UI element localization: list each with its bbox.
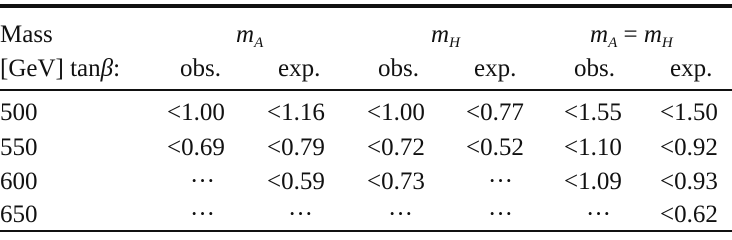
row-550-mass: 550 xyxy=(0,134,38,161)
row-500-mH-exp: <0.77 xyxy=(466,99,524,126)
group-mH-var: m xyxy=(431,21,450,48)
header-mA-obs: obs. xyxy=(180,55,221,82)
row-500-mH-obs: <1.00 xyxy=(367,99,425,126)
group-eq-sub2: H xyxy=(661,35,673,51)
row-550-mA-obs: <0.69 xyxy=(167,134,225,161)
row-500-mAmH-obs: <1.55 xyxy=(564,99,622,126)
row-550-mH-obs: <0.72 xyxy=(367,134,425,161)
row-500-mA-obs: <1.00 xyxy=(167,99,225,126)
row-600-mH-exp: ··· xyxy=(488,168,513,195)
header-mass-label: Mass xyxy=(0,21,53,48)
row-600-mass: 600 xyxy=(0,168,38,195)
header-gev-tan: [GeV] tan xyxy=(0,55,101,82)
group-eq-var1: m xyxy=(590,21,609,48)
row-600-mH-obs: <0.73 xyxy=(367,168,425,195)
row-650-mass: 650 xyxy=(0,201,38,228)
group-mA-sub: A xyxy=(254,35,264,51)
row-650-mAmH-obs: ··· xyxy=(586,201,611,228)
row-550-mAmH-exp: <0.92 xyxy=(660,134,718,161)
row-500-mAmH-exp: <1.50 xyxy=(660,99,718,126)
group-eq-sub1: A xyxy=(608,35,618,51)
row-600-mAmH-obs: <1.09 xyxy=(564,168,622,195)
bottom-rule xyxy=(0,230,732,232)
row-550-mAmH-obs: <1.10 xyxy=(564,134,622,161)
header-group-mA xyxy=(236,20,263,58)
header-mAmH-exp: exp. xyxy=(670,55,713,82)
group-eq-var2: m xyxy=(643,21,662,48)
header-mH-exp: exp. xyxy=(474,55,517,82)
row-500-mass: 500 xyxy=(0,99,38,126)
row-650-mH-obs: ··· xyxy=(388,201,413,228)
row-600-mA-exp: <0.59 xyxy=(267,168,325,195)
header-group-mH xyxy=(431,20,460,58)
beta-symbol: β xyxy=(100,55,114,82)
row-550-mA-exp: <0.79 xyxy=(267,134,325,161)
row-550-mH-exp: <0.52 xyxy=(466,134,524,161)
row-600-mAmH-exp: <0.93 xyxy=(660,168,718,195)
header-mA-exp: exp. xyxy=(278,55,321,82)
row-600-mA-obs: ··· xyxy=(190,168,215,195)
header-mAmH-obs: obs. xyxy=(574,55,615,82)
row-650-mA-obs: ··· xyxy=(190,201,215,228)
mid-rule xyxy=(0,89,732,91)
group-eq-sign: = xyxy=(617,21,644,48)
row-500-mA-exp: <1.16 xyxy=(267,99,325,126)
row-650-mAmH-exp: <0.62 xyxy=(660,201,718,228)
group-mA-var: m xyxy=(236,21,255,48)
group-mH-sub: H xyxy=(449,35,460,51)
header-colon: : xyxy=(113,55,121,82)
header-tanbeta-label xyxy=(0,54,120,84)
top-rule xyxy=(0,4,732,8)
row-650-mA-exp: ··· xyxy=(288,201,313,228)
header-mH-obs: obs. xyxy=(378,55,419,82)
row-650-mH-exp: ··· xyxy=(488,201,513,228)
header-group-mA-eq-mH xyxy=(590,20,673,58)
